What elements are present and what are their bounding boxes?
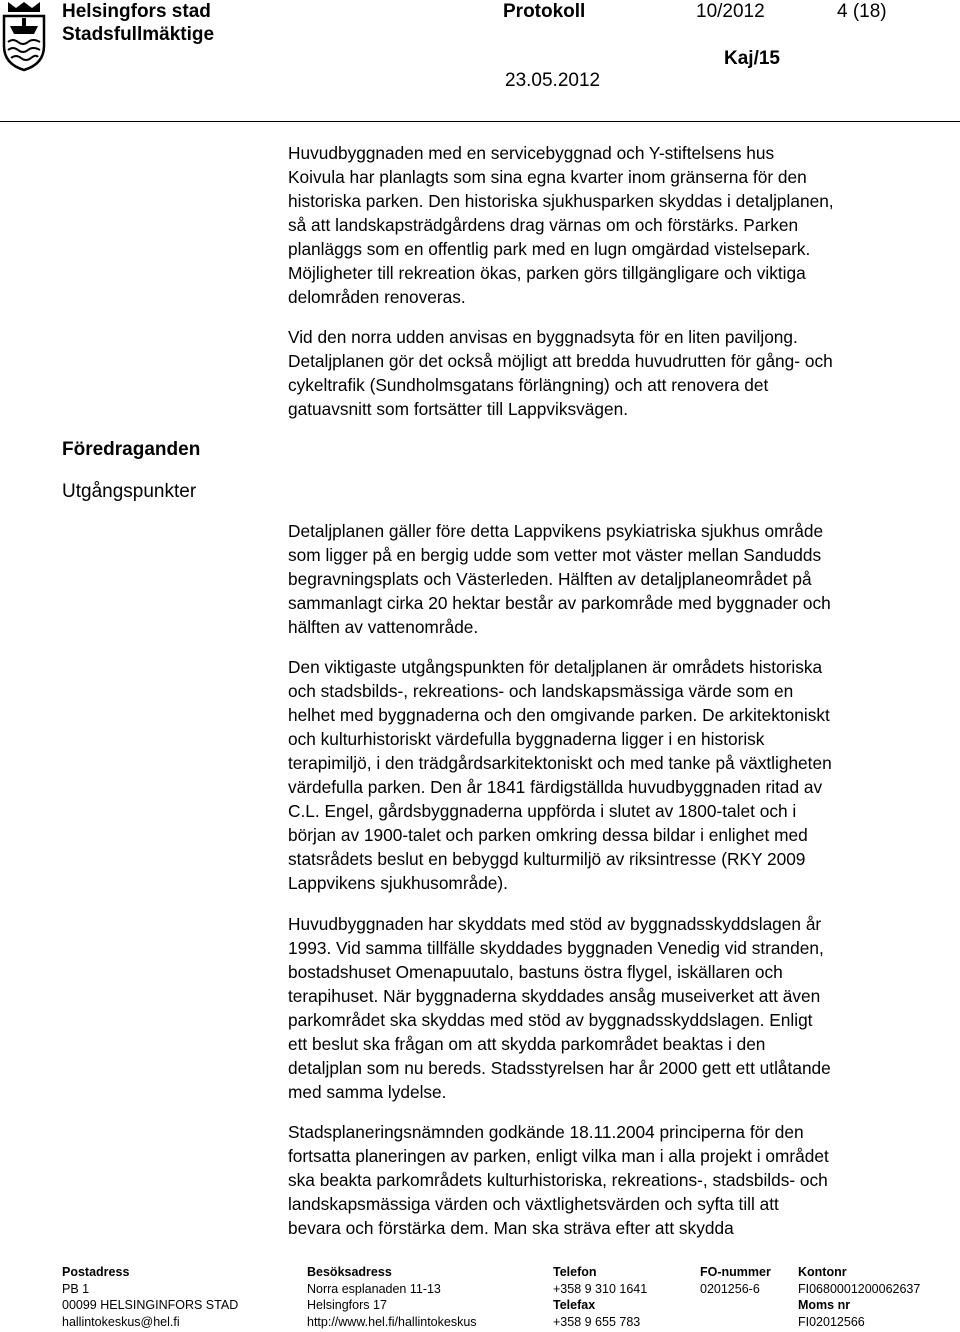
starting-points-heading: Utgångspunkter: [62, 481, 197, 502]
text-line: terapimiljö, i den trädgårdsarkitektoniskt och med tanke på växtligheten: [288, 753, 832, 773]
text-line: ett beslut ska frågan om att skydda parkområdet beaktas i den: [288, 1034, 766, 1054]
fo-label: FO-nummer: [700, 1265, 771, 1279]
org-name: Helsingfors stad: [62, 1, 211, 22]
text-line: bevara och förstärka dem. Man ska sträva efter att skydda: [288, 1218, 734, 1238]
text-line: Huvudbyggnaden har skyddats med stöd av byggnadsskyddslagen år: [288, 914, 822, 934]
header-organization: [62, 0, 214, 46]
text-line: med samma lydelse.: [288, 1082, 447, 1102]
helsinki-crest-icon: [2, 0, 46, 72]
text-line: fortsatta planeringen av parken, enligt vilka man i alla projekt i området: [288, 1146, 829, 1166]
text-line: Lappvikens sjukhusområde).: [288, 873, 508, 893]
text-line: gatuavsnitt som fortsätter till Lappviksvägen.: [288, 399, 629, 419]
fo-number: 0201256-6: [700, 1281, 760, 1296]
text-line: Huvudbyggnaden med en servicebyggnad och Y-stiftelsens hus: [288, 143, 775, 163]
text-line: 1993. Vid samma tillfälle skyddades byggnaden Venedig vid stranden,: [288, 938, 824, 958]
text-line: terapihuset. När byggnaderna skyddades ansåg museiverket att även: [288, 986, 821, 1006]
text-line: parkområdet ska skyddas med stöd av byggnadsskyddslagen. Enligt: [288, 1010, 813, 1030]
postal-city: 00099 HELSINGINFORS STAD: [62, 1298, 239, 1312]
text-line: statsrådets beslut en bebyggd kulturmiljö av riksintresse (RKY 2009: [288, 849, 806, 869]
text-line: och stadsbilds-, rekreations- och landskapsmässiga värde som en: [288, 681, 794, 701]
postal-box: PB 1: [62, 1281, 90, 1296]
vat-label: Moms nr: [798, 1298, 851, 1312]
text-line: C.L. Engel, gårdsbyggnaderna uppförda i slutet av 1800-talet och i: [288, 801, 797, 821]
text-line: Möjligheter till rekreation ökas, parken görs tillgängligare och viktiga: [288, 263, 806, 283]
meeting-date: 23.05.2012: [505, 70, 601, 91]
email-link[interactable]: hallintokeskus@hel.fi: [62, 1314, 180, 1329]
text-line: som ligger på en bergig udde som vetter mot väster mellan Sandudds: [288, 545, 822, 565]
account-number: FI0680001200062637: [798, 1281, 921, 1296]
postal-label: Postadress: [62, 1265, 130, 1279]
text-line: så att landskapsträdgårdens drag värnas om och förstärks. Parken: [288, 215, 799, 235]
phone-number: +358 9 310 1641: [553, 1281, 648, 1296]
case-reference: Kaj/15: [724, 48, 780, 69]
footer-visit: [307, 1264, 477, 1330]
website-link[interactable]: http://www.hel.fi/hallintokeskus: [307, 1314, 477, 1329]
text-line: Den viktigaste utgångspunkten för detaljplanen är områdets historiska: [288, 657, 823, 677]
footer-phone: [553, 1264, 647, 1330]
text-line: början av 1900-talet och parken omkring dessa bildar i enlighet med: [288, 825, 808, 845]
header-divider: [0, 121, 960, 122]
visit-street: Norra esplanaden 11-13: [307, 1281, 441, 1296]
paragraph-2: [288, 325, 948, 421]
text-line: Koivula har planlagts som sina egna kvarter inom gränserna för den: [288, 167, 807, 187]
phone-label: Telefon: [553, 1265, 597, 1279]
text-line: sammanlagt cirka 20 hektar består av parkområde med byggnader och: [288, 593, 831, 613]
text-line: Detaljplanen gäller före detta Lappvikens psykiatriska sjukhus område: [288, 521, 824, 541]
text-line: helhet med byggnaderna och den omgivande parken. De arkitektoniskt: [288, 705, 830, 725]
paragraph-3: [288, 519, 948, 639]
paragraph-6: [288, 1120, 948, 1240]
text-line: och kulturhistoriskt värdefulla byggnaderna ligger i en historisk: [288, 729, 765, 749]
visit-city: Helsingfors 17: [307, 1298, 387, 1312]
paragraph-4: [288, 655, 948, 895]
text-line: historiska parken. Den historiska sjukhusparken skyddas i detaljplanen,: [288, 191, 834, 211]
text-line: Vid den norra udden anvisas en byggnadsyta för en liten paviljong.: [288, 327, 798, 347]
paragraph-5: [288, 912, 948, 1104]
footer-postal: [62, 1264, 238, 1330]
text-line: delområden renoveras.: [288, 287, 466, 307]
paragraph-1: [288, 141, 948, 309]
page-indicator: 4 (18): [837, 1, 887, 22]
fax-label: Telefax: [553, 1298, 596, 1312]
footer-fo: [700, 1264, 771, 1297]
text-line: Stadsplaneringsnämnden godkände 18.11.2004 principerna för den: [288, 1122, 804, 1142]
text-line: ska beakta parkområdets kulturhistoriska, rekreations-, stadsbilds- och: [288, 1170, 828, 1190]
document-type: Protokoll: [503, 1, 586, 22]
text-line: detaljplan som nu bereds. Stadsstyrelsen har år 2000 gett ett utlåtande: [288, 1058, 831, 1078]
text-line: hälften av vattenområde.: [288, 617, 479, 637]
text-line: begravningsplats och Västerleden. Hälften av detaljplaneområdet på: [288, 569, 812, 589]
visit-label: Besöksadress: [307, 1265, 392, 1279]
text-line: värdefulla parken. Den år 1841 färdigställda huvudbyggnaden ritad av: [288, 777, 823, 797]
account-label: Kontonr: [798, 1265, 847, 1279]
protocol-number: 10/2012: [696, 1, 765, 22]
text-line: bostadshuset Omenapuutalo, bastuns östra flygel, iskällaren och: [288, 962, 783, 982]
fax-number: +358 9 655 783: [553, 1314, 641, 1329]
footer-account: [798, 1264, 920, 1330]
text-line: landskapsmässiga värden och växtlighetsvärden och syfta till att: [288, 1194, 779, 1214]
org-body: Stadsfullmäktige: [62, 24, 215, 45]
text-line: Detaljplanen gör det också möjligt att bredda huvudrutten för gång- och: [288, 351, 833, 371]
vat-number: FI02012566: [798, 1314, 865, 1329]
presenter-heading: Föredraganden: [62, 439, 201, 460]
text-line: cykeltrafik (Sundholmsgatans förlängning) och att renovera det: [288, 375, 769, 395]
text-line: planläggs som en offentlig park med en lugn omgärdad vistelsepark.: [288, 239, 811, 259]
